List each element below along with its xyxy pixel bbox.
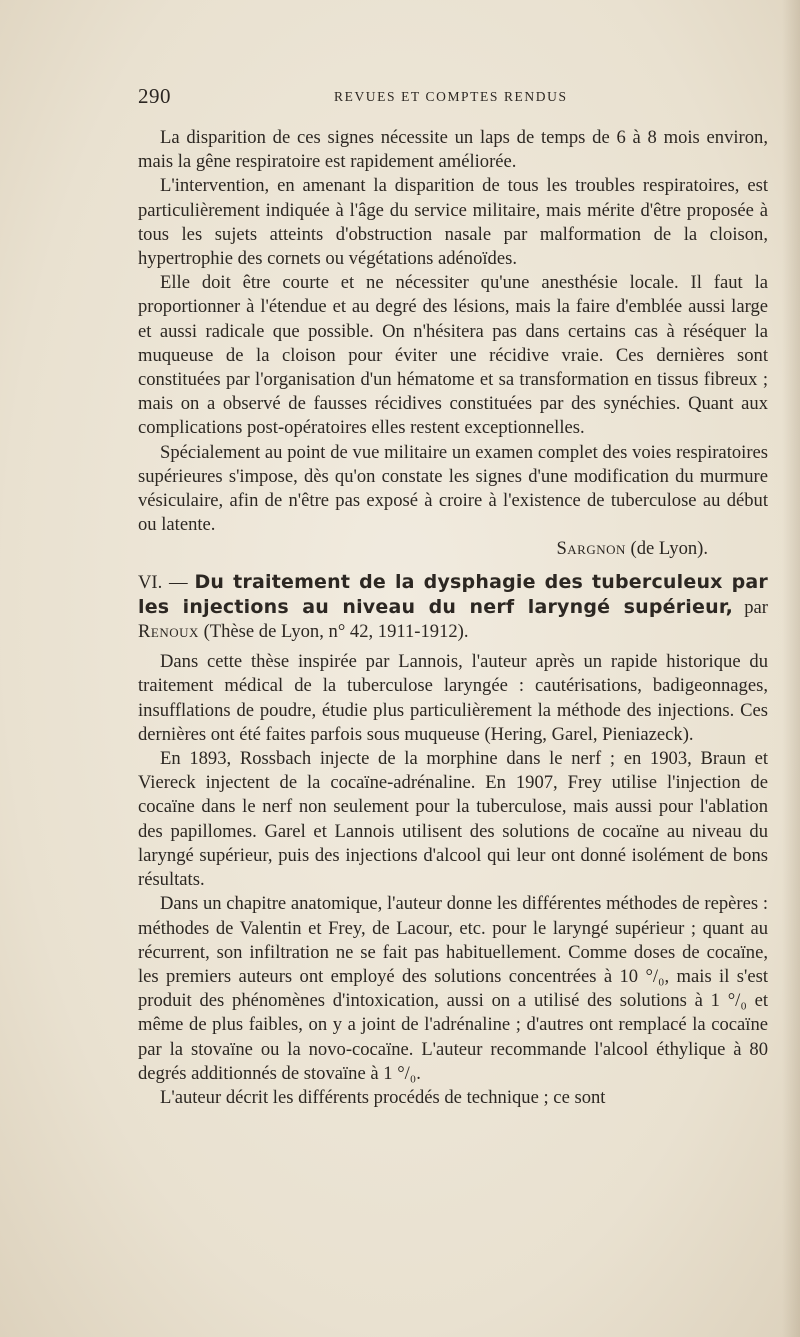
page-edge-shadow [782,0,800,1337]
section-by: par [744,596,768,618]
section-number: VI. — [138,571,188,593]
section-paragraph-1: Dans cette thèse inspirée par Lannois, l'auteur après un rapide historique du traitement médical de la tuberculose laryngée : cautérisations, badigeonnages, insufflations de poudre, étudie plus particulièrement la méthode des injections. Ces dernières ont été faites parfois sous muqueuse (Hering, Garel, Pieniazeck). [138,651,768,745]
section-paragraph-2: En 1893, Rossbach injecte de la morphine dans le nerf ; en 1903, Braun et Viereck injectent de la cocaïne-adrénaline. En 1907, Frey utilise l'injection de cocaïne dans le nerf non seulement pour la tuberculose, mais aussi pour l'ablation des papillomes. Garel et Lannois utilisent des solutions de cocaïne au niveau du laryngé supérieur, puis des injections d'alcool qui leur ont donné isolément de bons résultats. [138,748,768,891]
page-header [138,84,768,112]
page-body [138,126,768,1110]
section-reference: (Thèse de Lyon, n° 42, 1911-1912). [203,621,469,643]
section-paragraph-3: Dans un chapitre anatomique, l'auteur donne les différentes méthodes de repères : méthodes de Valentin et Frey, de Lacour, etc. pour le laryngé supérieur ; quant au récurrent, son infiltration ne se fait pas habituellement. Comme doses de cocaïne, les premiers auteurs ont employé des solutions concentrées à 10 °/₀, mais il s'est produit des phénomènes d'intoxication, aussi on a utilisé des solutions à 1 °/₀ et même de plus faibles, on y a joint de l'adrénaline ; d'autres ont remplacé la cocaïne par la stovaïne ou la novo-cocaïne. L'auteur recommande l'alcool éthylique à 80 degrés additionnés de stovaïne à 1 °/₀. [138,893,768,1084]
paragraph-4: Spécialement au point de vue militaire un examen complet des voies respiratoires supérieures s'impose, dès qu'on constate les signes d'une modification du murmure vésiculaire, afin de n'être pas exposé à croire à l'existence de tuberculose au début ou latente. [138,441,768,536]
page-number: 290 [138,84,171,108]
review-signature [138,537,768,561]
section-title: Du traitement de la dysphagie des tuberculeux par les injections au niveau du nerf laryngé supérieur, [138,570,768,618]
paragraph-2: L'intervention, en amenant la disparition de tous les troubles respiratoires, est particulièrement indiquée à l'âge du service militaire, mais mérite d'être proposée à tous les sujets atteints d'obstruction nasale par malformation de la cloison, hypertrophie des cornets ou végétations adénoïdes. [138,175,768,270]
signature-place: (de Lyon). [630,538,708,560]
section-author: Renoux [138,621,199,643]
section-heading [138,570,768,645]
signature-name: Sargnon [556,538,626,560]
section-paragraph-4: L'auteur décrit les différents procédés de technique ; ce sont [160,1086,606,1108]
paragraph-3: Elle doit être courte et ne nécessiter qu'une anesthésie locale. Il faut la proportionner à l'étendue et au degré des lésions, mais la faire d'emblée aussi large et aussi radicale que possible. On n'hésitera pas dans certains cas à réséquer la muqueuse de la cloison pour éviter une récidive vraie. Ces dernières sont constituées par l'organisation d'un hématome et sa transformation en tissus fibreux ; mais on a observé de fausses récidives constituées par des synéchies. Quant aux complications post-opératoires elles restent exceptionnelles. [138,272,768,439]
running-head: REVUES ET COMPTES RENDUS [334,89,568,104]
paragraph-1: La disparition de ces signes nécessite un laps de temps de 6 à 8 mois environ, mais la gêne respiratoire est rapidement améliorée. [138,127,768,173]
